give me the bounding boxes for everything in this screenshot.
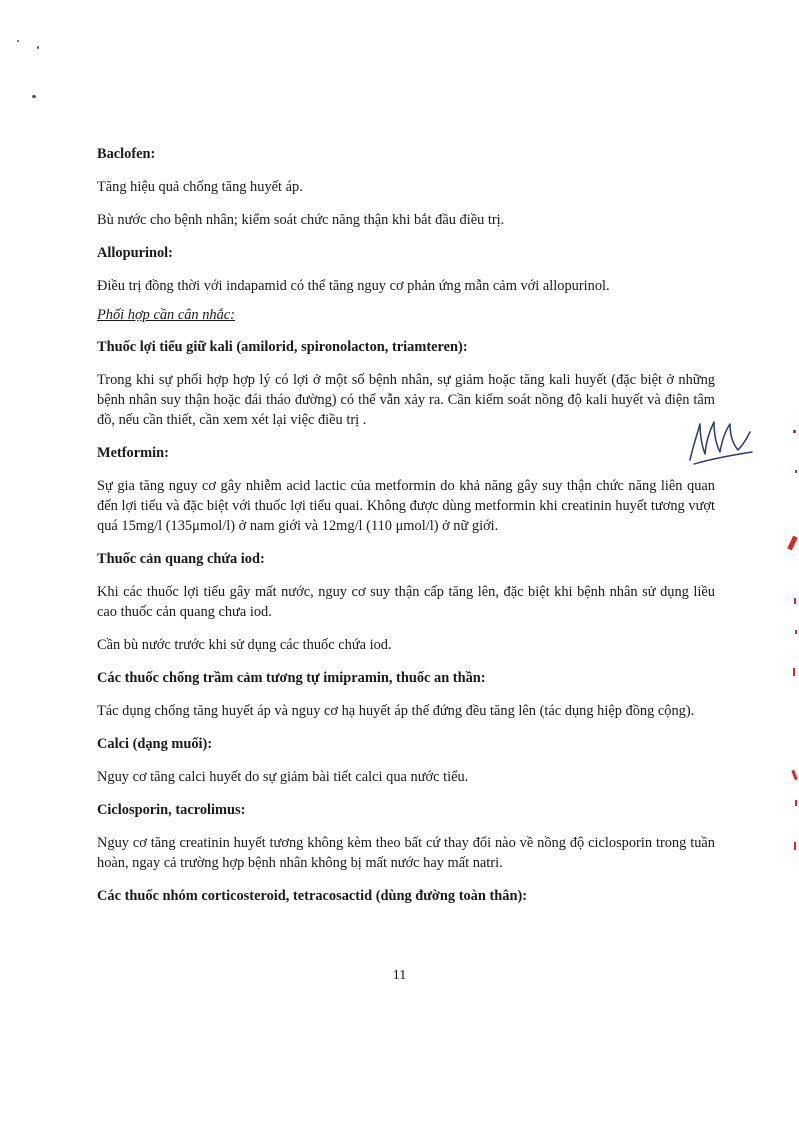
scan-speck [37, 46, 39, 49]
section-heading-iodinated-contrast: Thuốc cản quang chứa iod: [97, 551, 265, 567]
paragraph: Nguy cơ tăng calci huyết do sự giảm bài tiết calci qua nước tiểu. [97, 769, 469, 785]
document-body [97, 144, 715, 906]
section-heading-metformin: Metformin: [97, 445, 169, 461]
section-heading-corticosteroids: Các thuốc nhóm corticosteroid, tetracosactid (dùng đường toàn thân): [97, 888, 528, 904]
stamp-edge-mark [795, 800, 797, 806]
paragraph: Khi các thuốc lợi tiểu gây mất nước, nguy cơ suy thận cấp tăng lên, đặc biệt khi bệnh nhân sử dụng liều cao thuốc cản quang chưa iod. [97, 584, 715, 620]
paragraph: Nguy cơ tăng creatinin huyết tương không kèm theo bất cứ thay đổi nào về nồng độ ciclosporin trong tuần hoàn, ngay cả trường hợp bệnh nhân không bị mất nước hay mất natri. [97, 835, 715, 871]
paragraph: Tác dụng chống tăng huyết áp và nguy cơ hạ huyết áp thế đứng đều tăng lên (tác dụng hiệp đồng cộng). [97, 703, 695, 719]
section-heading-ciclosporin: Ciclosporin, tacrolimus: [97, 802, 246, 818]
paragraph: Trong khi sự phối hợp hợp lý có lợi ở một số bệnh nhân, sự giảm hoặc tăng kali huyết (đặc biệt ở những bệnh nhân suy thận hoặc đái tháo đường) có thể vẫn xảy ra. Cần kiểm soát nồng độ kali huyết và điện tâm đồ, nếu cần thiết, cần xem xét lại việc điều trị . [97, 372, 715, 428]
stamp-edge-mark [787, 536, 797, 551]
paragraph: Sự gia tăng nguy cơ gây nhiễm acid lactic của metformin do khả năng gây suy thận chức năng liên quan đến lợi tiểu và đặc biệt với thuốc lợi tiểu quai. Không được dùng metformin khi creatinin huyết tương vượt quá 15mg/l (135μmol/l) ở nam giới và 12mg/l (110 μmol/l) ở nữ giới. [97, 478, 715, 534]
section-heading-antidepressants: Các thuốc chống trầm cảm tương tự imipramin, thuốc an thần: [97, 670, 486, 686]
stamp-edge-mark [795, 470, 797, 473]
paragraph: Cần bù nước trước khi sử dụng các thuốc chứa iod. [97, 637, 392, 653]
stamp-edge-mark [794, 598, 796, 604]
section-heading-baclofen: Baclofen: [97, 146, 156, 162]
stamp-edge-mark [791, 770, 797, 780]
subheading-combinations: Phối hợp cần cân nhắc: [97, 307, 235, 323]
page-number: 11 [392, 968, 407, 983]
scan-speck [32, 95, 36, 98]
section-heading-calcium: Calci (dạng muối): [97, 736, 213, 752]
stamp-edge-mark [795, 630, 797, 634]
paragraph: Tăng hiệu quả chống tăng huyết áp. [97, 179, 303, 195]
section-heading-allopurinol: Allopurinol: [97, 245, 173, 261]
scan-speck [17, 40, 19, 42]
stamp-edge-mark [794, 842, 796, 850]
stamp-edge-mark [793, 668, 795, 676]
section-heading-potassium-sparing-diuretics: Thuốc lợi tiểu giữ kali (amilorid, spironolacton, triamteren): [97, 339, 468, 355]
stamp-edge-mark [793, 430, 796, 433]
paragraph: Điều trị đồng thời với indapamid có thể tăng nguy cơ phản ứng mẫn cảm với allopurinol. [97, 278, 610, 294]
paragraph: Bù nước cho bệnh nhân; kiểm soát chức năng thận khi bắt đầu điều trị. [97, 212, 505, 228]
